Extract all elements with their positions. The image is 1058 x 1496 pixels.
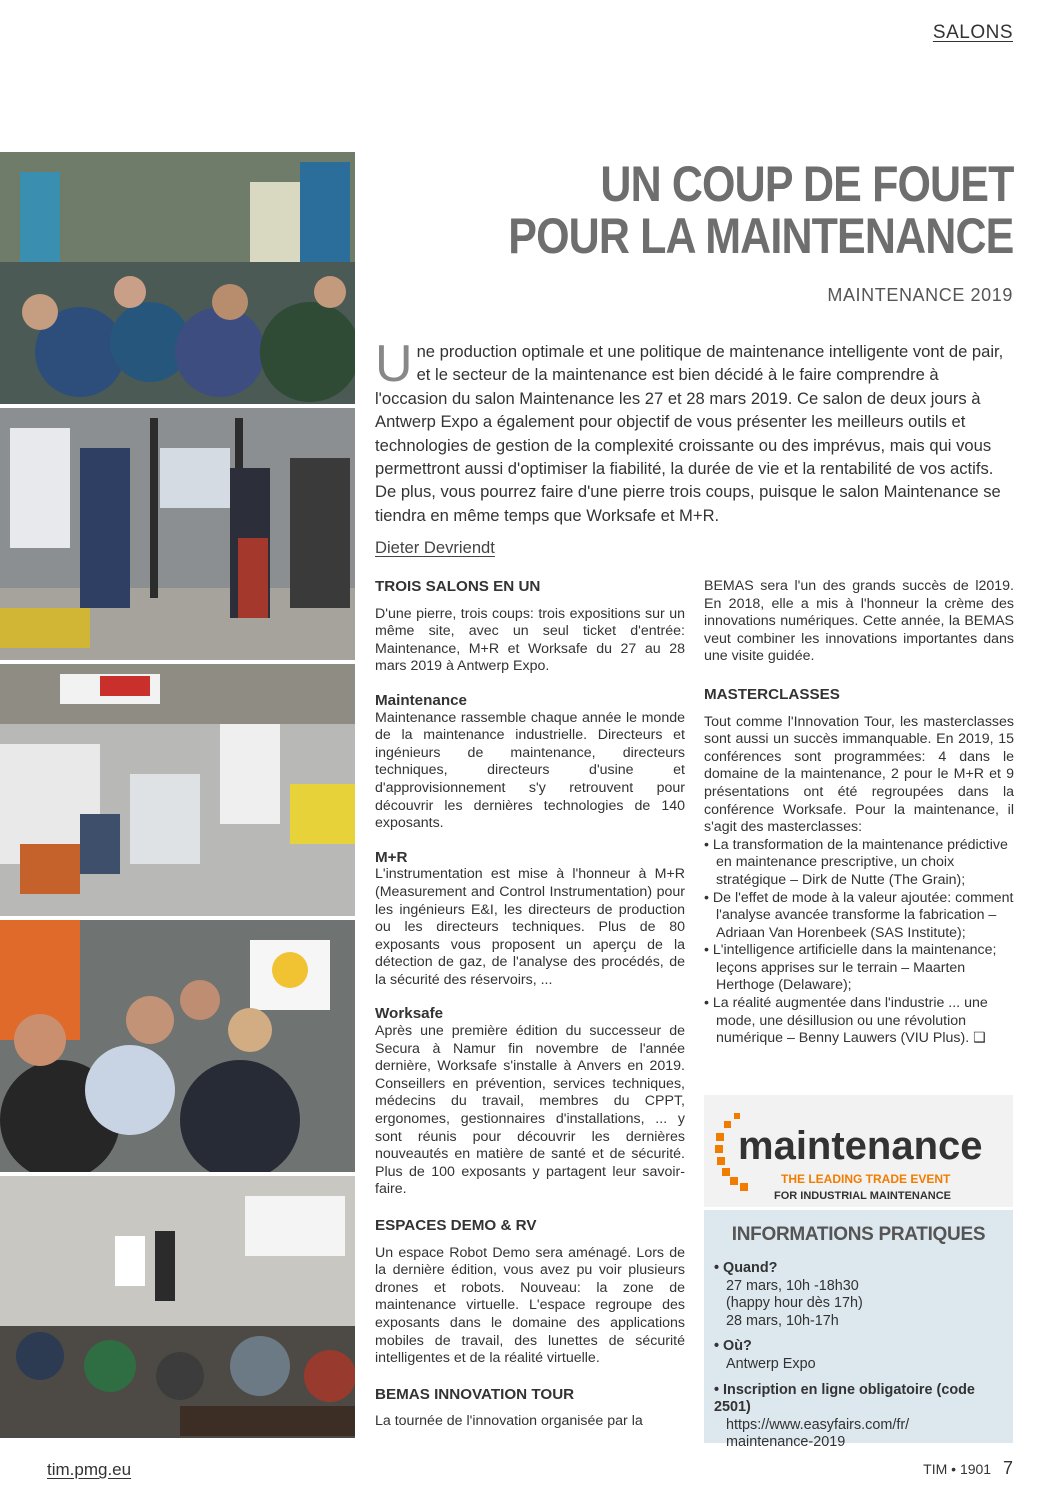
info-registration-label: • Inscription en ligne obligatoire (code 2501) — [714, 1381, 975, 1416]
intro-paragraph — [375, 335, 1015, 527]
maintenance-logo — [704, 1095, 1013, 1207]
registration-link[interactable] — [714, 1417, 1009, 1452]
logo-graphic — [704, 1095, 1013, 1207]
paragraph: L'instrumentation est mise à l'honneur à M+R (Measurement and Control Instrumentation) pour les ingénieurs E&I, les directeurs de production ou les directeurs techniques. Plus de 80 exposants vous proposent un aperçu de la détection de gaz, de l'analyse des procédés, de la sécurité des réservoirs, ... — [375, 866, 685, 988]
page-number: 7 — [1002, 1458, 1013, 1478]
info-where-label: • Où? — [714, 1338, 752, 1355]
footer-page-info — [923, 1458, 1013, 1479]
info-when-value: 27 mars, 10h -18h30 (happy hour dès 17h) 28 mars, 10h-17h — [726, 1277, 863, 1329]
body-column-2 — [704, 578, 1014, 1048]
article-headline — [508, 158, 1013, 262]
drop-cap: U — [375, 335, 413, 393]
photo-guided-tour — [0, 920, 355, 1172]
body-column-1 — [375, 578, 685, 1447]
heading-espaces-demo: ESPACES DEMO & RV — [375, 1217, 537, 1234]
info-body — [714, 1260, 1009, 1452]
section-tag: SALONS — [932, 22, 1013, 43]
info-box — [704, 1210, 1013, 1451]
headline-line-1: UN COUP DE FOUET — [599, 156, 1013, 212]
paragraph: Tout comme l'Innovation Tour, les masterclasses sont aussi un succès immanquable. En 2019, 15 conférences sont programmées: 4 dans le domaine de la maintenance, 2 pour le M+R et 9 présentations ont été regroupées dans la conférence Worksafe. Pour la maintenance, il s'agit des masterclasses: — [704, 713, 1014, 836]
article-subhead: MAINTENANCE 2019 — [827, 285, 1013, 305]
footer-site-link[interactable]: tim.pmg.eu — [47, 1460, 132, 1479]
headline-line-2: POUR LA MAINTENANCE — [507, 208, 1013, 264]
author-byline[interactable]: Dieter Devriendt — [375, 538, 495, 557]
photo-hall-overview — [0, 664, 355, 916]
link-line-1[interactable]: https://www.easyfairs.com/fr/ — [726, 1416, 910, 1433]
info-title: INFORMATIONS PRATIQUES — [731, 1224, 986, 1245]
paragraph: Maintenance rassemble chaque année le monde de la maintenance industrielle. Directeurs et ingénieurs de maintenance, directeurs techniques, directeurs d'usine et d'approvisionnement s'y retrouvent pour découvrir les dernières technologies de 140 exposants. — [375, 709, 685, 832]
issue-number: • 1901 — [951, 1461, 992, 1477]
photo-masterclass — [0, 1176, 355, 1438]
list-item: • L'intelligence artificielle dans la maintenance; leçons apprises sur le terrain – Maarten Herthoge (Delaware); — [704, 942, 1014, 995]
paragraph: La tournée de l'innovation organisée par la — [375, 1413, 643, 1430]
heading-trois-salons: TROIS SALONS EN UN — [375, 578, 541, 595]
paragraph: Après une première édition du successeur de Secura à Namur fin novembre de l'année dernière, Worksafe s'installe à Anvers en 2019. Conseillers en prévention, services techniques, médecins du travail, membres du CPPT, ergonomes, gestionnaires d'installations, ... y sont réunis pour découvrir les dernières nouveautés en matière de santé et de sécurité. Plus de 100 exposants y partagent leur savoir-faire. — [375, 1023, 685, 1198]
list-item: • De l'effet de mode à la valeur ajoutée: comment l'analyse avancée transforme la fabrication – Adriaan Van Horenbeek (SAS Institute); — [704, 890, 1014, 943]
subheading-m-r: M+R — [375, 848, 408, 866]
photo-crowd-aisle — [0, 152, 355, 404]
magazine-name: TIM — [923, 1461, 948, 1477]
logo-tagline-2: FOR INDUSTRIAL MAINTENANCE — [774, 1190, 952, 1202]
heading-bemas: BEMAS INNOVATION TOUR — [375, 1385, 575, 1403]
info-when-label: • Quand? — [714, 1260, 778, 1276]
list-item: • La transformation de la maintenance prédictive en maintenance prescriptive, un choix stratégique – Dirk de Nutte (The Grain); — [704, 837, 1014, 890]
info-where-value: Antwerp Expo — [726, 1355, 816, 1372]
paragraph: Un espace Robot Demo sera aménagé. Lors de la dernière édition, vous avez pu voir plusieurs drones et robots. Nouveau: la zone de maintenance virtuelle. L'espace regroupe des exposants dans le domaine des applications mobiles de travail, des lunettes de sécurité intelligentes et de la réalité virtuelle. — [375, 1244, 685, 1367]
paragraph: BEMAS sera l'un des grands succès de l2019. En 2018, elle a mis à l'honneur la crème des innovations numériques. Cette année, la BEMAS veut combiner les innovations importantes dans une visite guidée. — [704, 578, 1014, 665]
logo-wordmark: maintenance — [738, 1124, 983, 1168]
list-item: • La réalité augmentée dans l'industrie ... une mode, une désillusion ou une révolution numérique – Benny Lauwers (VIU Plus). ❑ — [704, 995, 1014, 1048]
subheading-maintenance: Maintenance — [375, 691, 467, 709]
paragraph: D'une pierre, trois coups: trois expositions sur un même site, avec un seul ticket d'entrée: Maintenance, M+R et Worksafe du 27 au 28 mars 2019 à Antwerp Expo. — [375, 605, 685, 675]
intro-text: ne production optimale et une politique de maintenance intelligente vont de pair, et le secteur de la maintenance est bien décidé à le faire comprendre à l'occasion du salon Maintenance les 27 et 28 mars 2019. Ce salon de deux jours à Antwerp Expo a également pour objectif de vous présenter les meilleurs outils et technologies de gestion de la complexité croissante ou des imprévus, mais qui vous permettront aussi d'optimiser la fiabilité, la durée de vie et la rentabilité de vos actifs. De plus, vous pourrez faire d'une pierre trois coups, puisque le salon Maintenance se tiendra en même temps que Worksafe et M+R. — [375, 342, 1004, 525]
heading-masterclasses: MASTERCLASSES — [704, 685, 840, 703]
photo-exhibition-stand — [0, 408, 355, 660]
link-line-2[interactable]: maintenance-2019 — [726, 1434, 846, 1451]
masterclass-list — [704, 837, 1014, 1048]
logo-tagline-1: THE LEADING TRADE EVENT — [781, 1172, 951, 1186]
subheading-worksafe: Worksafe — [375, 1005, 444, 1023]
